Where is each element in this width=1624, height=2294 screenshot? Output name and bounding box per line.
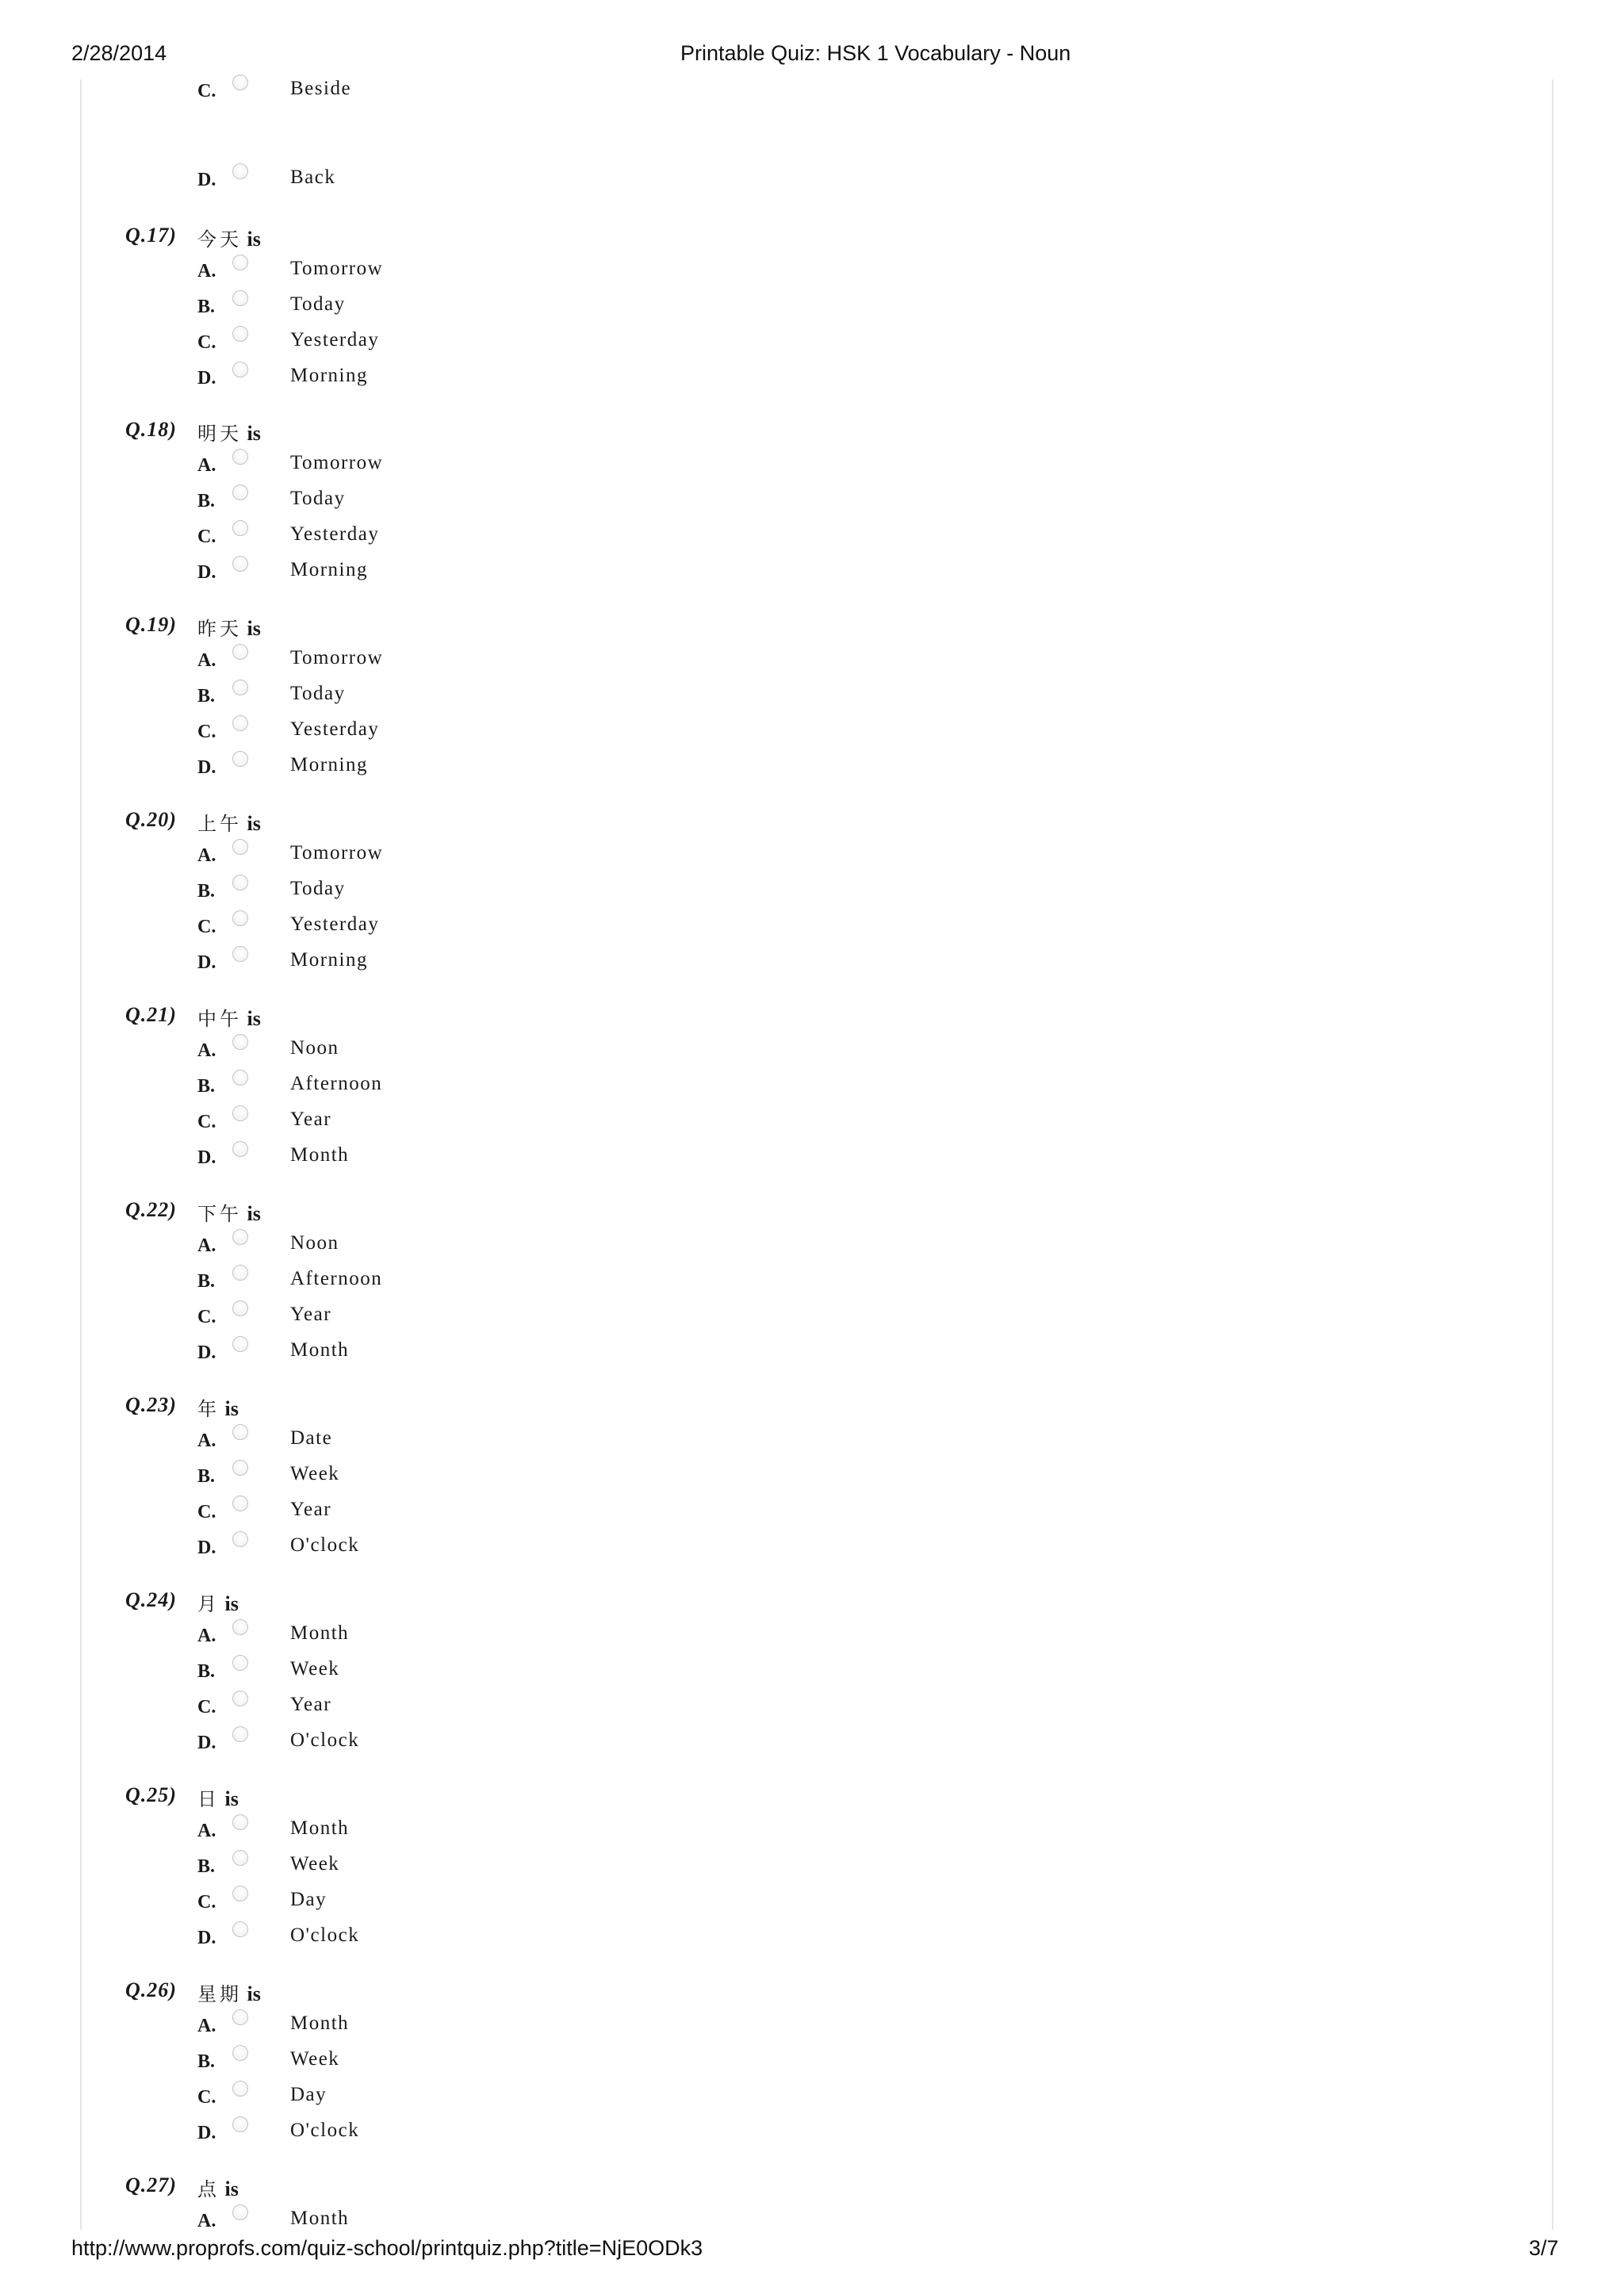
option-radio[interactable] xyxy=(232,1531,248,1547)
option-letter: D. xyxy=(197,2123,216,2143)
option-text: Day xyxy=(290,1889,327,1910)
option-text: Beside xyxy=(290,78,352,99)
answer-option[interactable] xyxy=(0,1499,555,1530)
option-text: Week xyxy=(290,2048,340,2070)
option-radio[interactable] xyxy=(232,1886,248,1901)
option-text: Today xyxy=(290,488,346,509)
answer-option[interactable] xyxy=(0,683,555,714)
option-radio[interactable] xyxy=(232,1921,248,1937)
question-number: Q.25) xyxy=(125,1783,177,1806)
answer-option[interactable] xyxy=(0,1037,555,1069)
question-word: 中午 xyxy=(197,1008,242,1030)
option-letter: A. xyxy=(197,845,216,866)
question-word: 年 xyxy=(197,1398,220,1420)
answer-option[interactable] xyxy=(0,167,555,198)
option-text: O'clock xyxy=(290,2120,360,2141)
option-text: Year xyxy=(290,1694,332,1715)
option-letter: C. xyxy=(197,527,216,547)
answer-option[interactable] xyxy=(0,2048,555,2080)
option-letter: D. xyxy=(197,1342,216,1363)
answer-option[interactable] xyxy=(0,1073,555,1105)
answer-option[interactable] xyxy=(0,754,555,786)
option-text: Date xyxy=(290,1427,333,1449)
option-radio[interactable] xyxy=(232,75,248,90)
option-letter: C. xyxy=(197,1307,216,1327)
question-suffix: is xyxy=(247,1007,261,1030)
answer-option[interactable] xyxy=(0,1232,555,1264)
option-text: Today xyxy=(290,293,346,315)
question-suffix: is xyxy=(224,1787,239,1810)
option-text: Month xyxy=(290,1622,350,1644)
answer-option[interactable] xyxy=(0,718,555,750)
option-radio[interactable] xyxy=(232,2009,248,2025)
answer-option[interactable] xyxy=(0,878,555,910)
option-letter: A. xyxy=(197,650,216,671)
question-number: Q.18) xyxy=(125,418,177,441)
option-radio[interactable] xyxy=(232,1496,248,1511)
option-radio[interactable] xyxy=(232,2045,248,2061)
page-number: 3/7 xyxy=(1529,2236,1559,2260)
option-letter: A. xyxy=(197,2211,216,2231)
option-letter: C. xyxy=(197,1502,216,1522)
option-radio[interactable] xyxy=(232,326,248,342)
option-text: Day xyxy=(290,2084,327,2105)
answer-option[interactable] xyxy=(0,2013,555,2044)
question-word: 明天 xyxy=(197,423,242,445)
answer-option[interactable] xyxy=(0,1729,555,1761)
option-letter: B. xyxy=(197,1271,216,1292)
option-letter: D. xyxy=(197,1538,216,1558)
answer-option[interactable] xyxy=(0,913,555,945)
option-letter: B. xyxy=(197,1856,216,1877)
option-radio[interactable] xyxy=(232,1141,248,1157)
answer-option[interactable] xyxy=(0,523,555,555)
answer-option[interactable] xyxy=(0,1853,555,1885)
option-letter: D. xyxy=(197,952,216,973)
option-letter: D. xyxy=(197,170,216,190)
answer-option[interactable] xyxy=(0,1463,555,1495)
option-radio[interactable] xyxy=(232,1229,248,1245)
question-number: Q.19) xyxy=(125,613,177,636)
option-letter: B. xyxy=(197,1466,216,1487)
answer-option[interactable] xyxy=(0,452,555,484)
option-letter: C. xyxy=(197,2087,216,2108)
page-title: Printable Quiz: HSK 1 Vocabulary - Noun xyxy=(680,41,1071,65)
option-letter: B. xyxy=(197,881,216,902)
option-text: Morning xyxy=(290,754,368,776)
option-letter: D. xyxy=(197,1733,216,1753)
content-border-right xyxy=(1552,79,1553,2230)
option-letter: D. xyxy=(197,1147,216,1168)
answer-option[interactable] xyxy=(0,1427,555,1459)
question-suffix: is xyxy=(224,1397,239,1420)
option-radio[interactable] xyxy=(232,1070,248,1086)
question-word: 星期 xyxy=(197,1983,242,2005)
option-letter: B. xyxy=(197,686,216,707)
question-text xyxy=(197,613,261,641)
answer-option[interactable] xyxy=(0,1304,555,1335)
option-letter: A. xyxy=(197,1040,216,1061)
option-letter: D. xyxy=(197,757,216,778)
question-text xyxy=(197,1588,239,1616)
option-radio[interactable] xyxy=(232,875,248,890)
option-text: Week xyxy=(290,1853,340,1875)
option-text: Month xyxy=(290,1817,350,1839)
option-text: Yesterday xyxy=(290,523,380,545)
option-letter: A. xyxy=(197,261,216,281)
option-text: Tomorrow xyxy=(290,842,384,864)
option-text: Year xyxy=(290,1499,332,1520)
question-suffix: is xyxy=(247,1982,261,2005)
option-text: Back xyxy=(290,167,336,188)
option-text: Month xyxy=(290,2208,350,2229)
answer-option[interactable] xyxy=(0,2120,555,2151)
option-radio[interactable] xyxy=(232,910,248,926)
option-radio[interactable] xyxy=(232,520,248,536)
question-word: 日 xyxy=(197,1788,220,1810)
option-letter: A. xyxy=(197,1235,216,1256)
option-text: Tomorrow xyxy=(290,647,384,668)
option-radio[interactable] xyxy=(232,1814,248,1830)
option-text: Tomorrow xyxy=(290,258,384,279)
option-text: Month xyxy=(290,1339,350,1361)
option-radio[interactable] xyxy=(232,1300,248,1316)
option-text: Yesterday xyxy=(290,718,380,740)
option-letter: C. xyxy=(197,1892,216,1913)
option-text: Month xyxy=(290,1144,350,1166)
question-number: Q.24) xyxy=(125,1588,177,1611)
option-radio[interactable] xyxy=(232,362,248,377)
answer-option[interactable] xyxy=(0,258,555,289)
answer-option[interactable] xyxy=(0,647,555,679)
answer-option[interactable] xyxy=(0,1534,555,1566)
question-suffix: is xyxy=(247,1202,261,1225)
question-number: Q.27) xyxy=(125,2173,177,2196)
question-number: Q.21) xyxy=(125,1003,177,1026)
option-radio[interactable] xyxy=(232,1726,248,1742)
option-text: Noon xyxy=(290,1037,339,1059)
question-word: 下午 xyxy=(197,1203,242,1225)
answer-option[interactable] xyxy=(0,559,555,591)
question-suffix: is xyxy=(247,422,261,445)
option-radio[interactable] xyxy=(232,1655,248,1671)
question-suffix: is xyxy=(247,812,261,835)
option-text: Year xyxy=(290,1304,332,1325)
answer-option[interactable] xyxy=(0,1889,555,1921)
answer-option[interactable] xyxy=(0,1924,555,1956)
option-text: Yesterday xyxy=(290,913,380,935)
option-radio[interactable] xyxy=(232,1691,248,1706)
question-suffix: is xyxy=(224,2177,239,2200)
answer-option[interactable] xyxy=(0,78,555,109)
answer-option[interactable] xyxy=(0,1109,555,1140)
question-text xyxy=(197,1978,261,2006)
question-number: Q.22) xyxy=(125,1198,177,1221)
question-text xyxy=(197,808,261,836)
question-text xyxy=(197,1198,261,1226)
option-text: Morning xyxy=(290,365,368,386)
option-text: O'clock xyxy=(290,1534,360,1556)
option-radio[interactable] xyxy=(232,1265,248,1281)
answer-option[interactable] xyxy=(0,1339,555,1371)
option-text: Yesterday xyxy=(290,329,380,350)
option-radio[interactable] xyxy=(232,1105,248,1121)
question-word: 上午 xyxy=(197,813,242,835)
option-letter: D. xyxy=(197,1928,216,1948)
option-text: O'clock xyxy=(290,1729,360,1751)
option-radio[interactable] xyxy=(232,2081,248,2097)
option-letter: A. xyxy=(197,1430,216,1451)
option-letter: B. xyxy=(197,491,216,511)
answer-option[interactable] xyxy=(0,842,555,874)
option-letter: C. xyxy=(197,917,216,937)
option-letter: B. xyxy=(197,2051,216,2072)
option-radio[interactable] xyxy=(232,290,248,306)
option-radio[interactable] xyxy=(232,556,248,572)
question-word: 月 xyxy=(197,1593,220,1615)
question-word: 今天 xyxy=(197,228,242,251)
option-text: Afternoon xyxy=(290,1073,383,1094)
answer-option[interactable] xyxy=(0,365,555,396)
option-radio[interactable] xyxy=(232,1460,248,1476)
option-letter: D. xyxy=(197,562,216,583)
option-radio[interactable] xyxy=(232,751,248,767)
answer-option[interactable] xyxy=(0,1622,555,1654)
option-letter: A. xyxy=(197,2016,216,2036)
question-text xyxy=(197,418,261,446)
answer-option[interactable] xyxy=(0,1268,555,1300)
question-text xyxy=(197,224,261,251)
option-letter: D. xyxy=(197,368,216,389)
option-letter: A. xyxy=(197,455,216,476)
option-letter: A. xyxy=(197,1626,216,1646)
question-number: Q.20) xyxy=(125,808,177,831)
option-letter: C. xyxy=(197,722,216,742)
option-text: Tomorrow xyxy=(290,452,384,473)
option-radio[interactable] xyxy=(232,680,248,695)
option-text: Today xyxy=(290,683,346,704)
question-number: Q.23) xyxy=(125,1393,177,1416)
option-text: Year xyxy=(290,1109,332,1130)
option-radio[interactable] xyxy=(232,1034,248,1050)
answer-option[interactable] xyxy=(0,329,555,361)
option-letter: B. xyxy=(197,297,216,317)
option-radio[interactable] xyxy=(232,449,248,465)
option-letter: B. xyxy=(197,1661,216,1682)
option-text: Month xyxy=(290,2013,350,2034)
question-text xyxy=(197,1783,239,1811)
option-radio[interactable] xyxy=(232,2116,248,2132)
question-text xyxy=(197,1393,239,1421)
option-text: Morning xyxy=(290,949,368,971)
option-radio[interactable] xyxy=(232,644,248,660)
option-letter: C. xyxy=(197,332,216,353)
option-radio[interactable] xyxy=(232,163,248,179)
question-number: Q.26) xyxy=(125,1978,177,2001)
option-radio[interactable] xyxy=(232,1619,248,1635)
question-suffix: is xyxy=(224,1592,239,1615)
option-radio[interactable] xyxy=(232,484,248,500)
option-radio[interactable] xyxy=(232,1850,248,1866)
option-radio[interactable] xyxy=(232,2204,248,2220)
answer-option[interactable] xyxy=(0,1658,555,1690)
question-suffix: is xyxy=(247,228,261,251)
answer-option[interactable] xyxy=(0,949,555,981)
option-text: Afternoon xyxy=(290,1268,383,1289)
option-radio[interactable] xyxy=(232,946,248,962)
answer-option[interactable] xyxy=(0,1144,555,1176)
option-letter: C. xyxy=(197,1112,216,1132)
answer-option[interactable] xyxy=(0,2084,555,2116)
option-text: Week xyxy=(290,1463,340,1484)
option-radio[interactable] xyxy=(232,839,248,855)
question-text xyxy=(197,2173,239,2201)
print-date: 2/28/2014 xyxy=(71,41,167,65)
question-suffix: is xyxy=(247,617,261,640)
answer-option[interactable] xyxy=(0,488,555,519)
option-radio[interactable] xyxy=(232,1424,248,1440)
question-text xyxy=(197,1003,261,1031)
option-radio[interactable] xyxy=(232,1336,248,1352)
question-word: 点 xyxy=(197,2178,220,2200)
question-word: 昨天 xyxy=(197,618,242,640)
option-text: O'clock xyxy=(290,1924,360,1946)
option-radio[interactable] xyxy=(232,715,248,731)
option-letter: A. xyxy=(197,1821,216,1841)
option-letter: B. xyxy=(197,1076,216,1097)
option-letter: C. xyxy=(197,81,216,101)
answer-option[interactable] xyxy=(0,1694,555,1725)
question-number: Q.17) xyxy=(125,224,177,247)
option-text: Morning xyxy=(290,559,368,580)
answer-option[interactable] xyxy=(0,293,555,325)
option-text: Today xyxy=(290,878,346,899)
option-radio[interactable] xyxy=(232,255,248,270)
option-letter: C. xyxy=(197,1697,216,1718)
answer-option[interactable] xyxy=(0,2208,555,2239)
answer-option[interactable] xyxy=(0,1817,555,1849)
option-text: Noon xyxy=(290,1232,339,1254)
footer-url: http://www.proprofs.com/quiz-school/printquiz.php?title=NjE0ODk3 xyxy=(71,2236,703,2260)
option-text: Week xyxy=(290,1658,340,1679)
